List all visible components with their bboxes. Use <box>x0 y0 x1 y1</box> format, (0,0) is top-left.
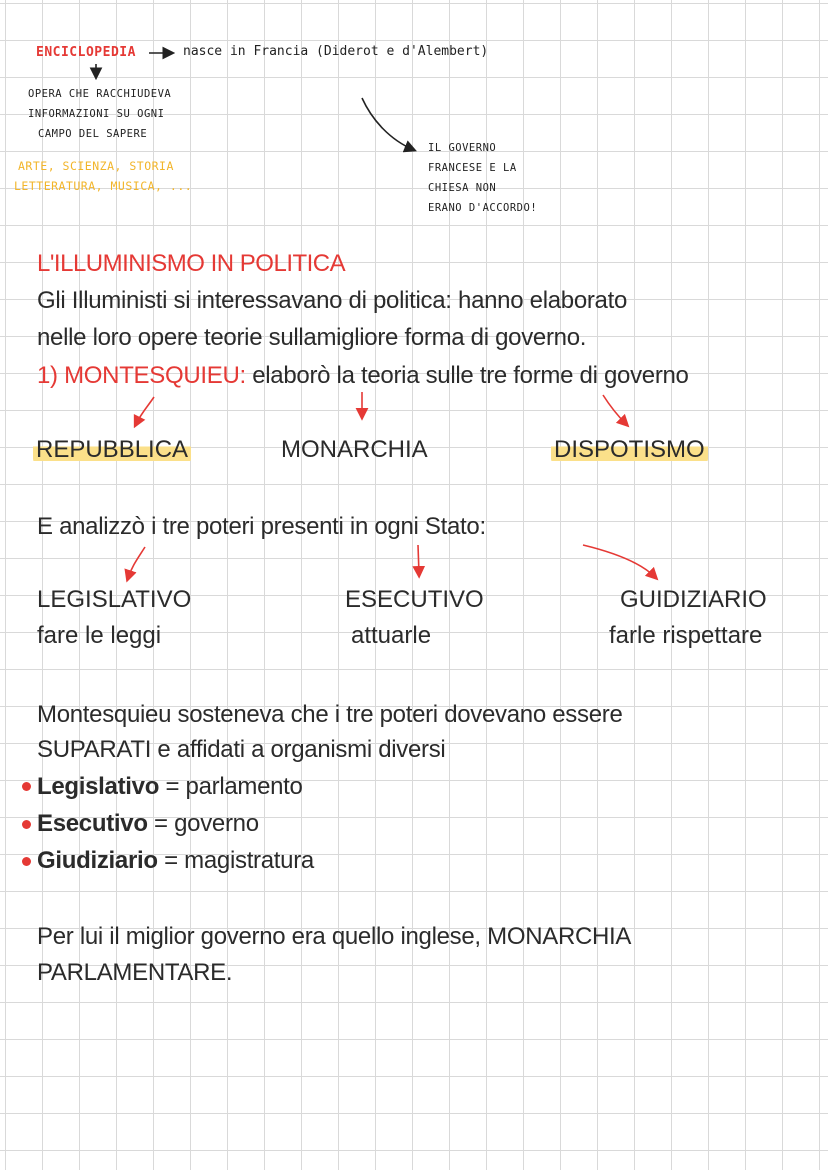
bullet-dot <box>22 857 31 866</box>
arrow-dispotismo-icon <box>603 395 626 424</box>
montesquieu-line <box>37 357 689 394</box>
bullet-dot <box>22 782 31 791</box>
description-line: OPERA CHE RACCHIUDEVA <box>28 88 172 100</box>
power-desc: attuarle <box>351 622 432 649</box>
arrow-repubblica-icon <box>136 397 154 424</box>
bullet-item <box>37 842 314 879</box>
arrow-legislativo-icon <box>128 547 145 578</box>
description-line: INFORMAZIONI SU OGNI <box>28 108 165 120</box>
arrow-giudiziario-icon <box>583 545 655 577</box>
power-desc: farle rispettare <box>609 622 763 649</box>
power-name: ESECUTIVO <box>345 586 484 613</box>
description-line: CAMPO DEL SAPERE <box>38 128 148 140</box>
bullet-term: Legislativo <box>37 773 160 800</box>
form-monarchia: MONARCHIA <box>281 436 428 463</box>
power-name: GUIDIZIARIO <box>620 586 767 613</box>
arrow-esecutivo-icon <box>418 545 419 574</box>
intro-line: Gli Illuministi si interessavano di politica: hanno elaborato <box>37 287 628 314</box>
bullet-value: = governo <box>147 810 259 837</box>
opposition-line: IL GOVERNO <box>428 142 497 154</box>
bullet-value: = parlamento <box>159 773 303 800</box>
bullet-item <box>37 768 303 805</box>
intro-line: nelle loro opere teorie sullamigliore forma di governo. <box>37 324 587 351</box>
conclusion-line: PARLAMENTARE. <box>37 959 233 986</box>
curved-arrow-opposition-icon <box>362 98 414 150</box>
opposition-line: ERANO D'ACCORDO! <box>428 202 538 214</box>
opposition-line: CHIESA NON <box>428 182 497 194</box>
bullet-term: Esecutivo <box>37 810 148 837</box>
power-desc: fare le leggi <box>37 622 162 649</box>
section-title: L'ILLUMINISMO IN POLITICA <box>37 250 346 277</box>
bullet-value: = magistratura <box>157 847 314 874</box>
conclusion-line: Per lui il miglior governo era quello inglese, MONARCHIA <box>37 923 632 950</box>
separation-line: SUPARATI e affidati a organismi diversi <box>37 736 446 763</box>
subjects-line: ARTE, SCIENZA, STORIA <box>18 159 174 173</box>
form-dispotismo: DISPOTISMO <box>551 436 708 464</box>
opposition-line: FRANCESE E LA <box>428 162 517 174</box>
powers-intro: E analizzò i tre poteri presenti in ogni Stato: <box>37 513 486 540</box>
bullet-dot <box>22 820 31 829</box>
montesquieu-text: elaborò la teoria sulle tre forme di governo <box>245 362 689 389</box>
bullet-term: Giudiziario <box>37 847 158 874</box>
encyclopedia-label: ENCICLOPEDIA <box>36 45 136 60</box>
form-repubblica: REPUBBLICA <box>33 436 191 464</box>
separation-line: Montesquieu sosteneva che i tre poteri dovevano essere <box>37 701 623 728</box>
bullet-item <box>37 805 259 842</box>
montesquieu-label: 1) MONTESQUIEU: <box>37 362 246 389</box>
power-name: LEGISLATIVO <box>37 586 192 613</box>
encyclopedia-origin: nasce in Francia (Diderot e d'Alembert) <box>183 44 489 59</box>
subjects-line: LETTERATURA, MUSICA, ... <box>14 179 193 193</box>
